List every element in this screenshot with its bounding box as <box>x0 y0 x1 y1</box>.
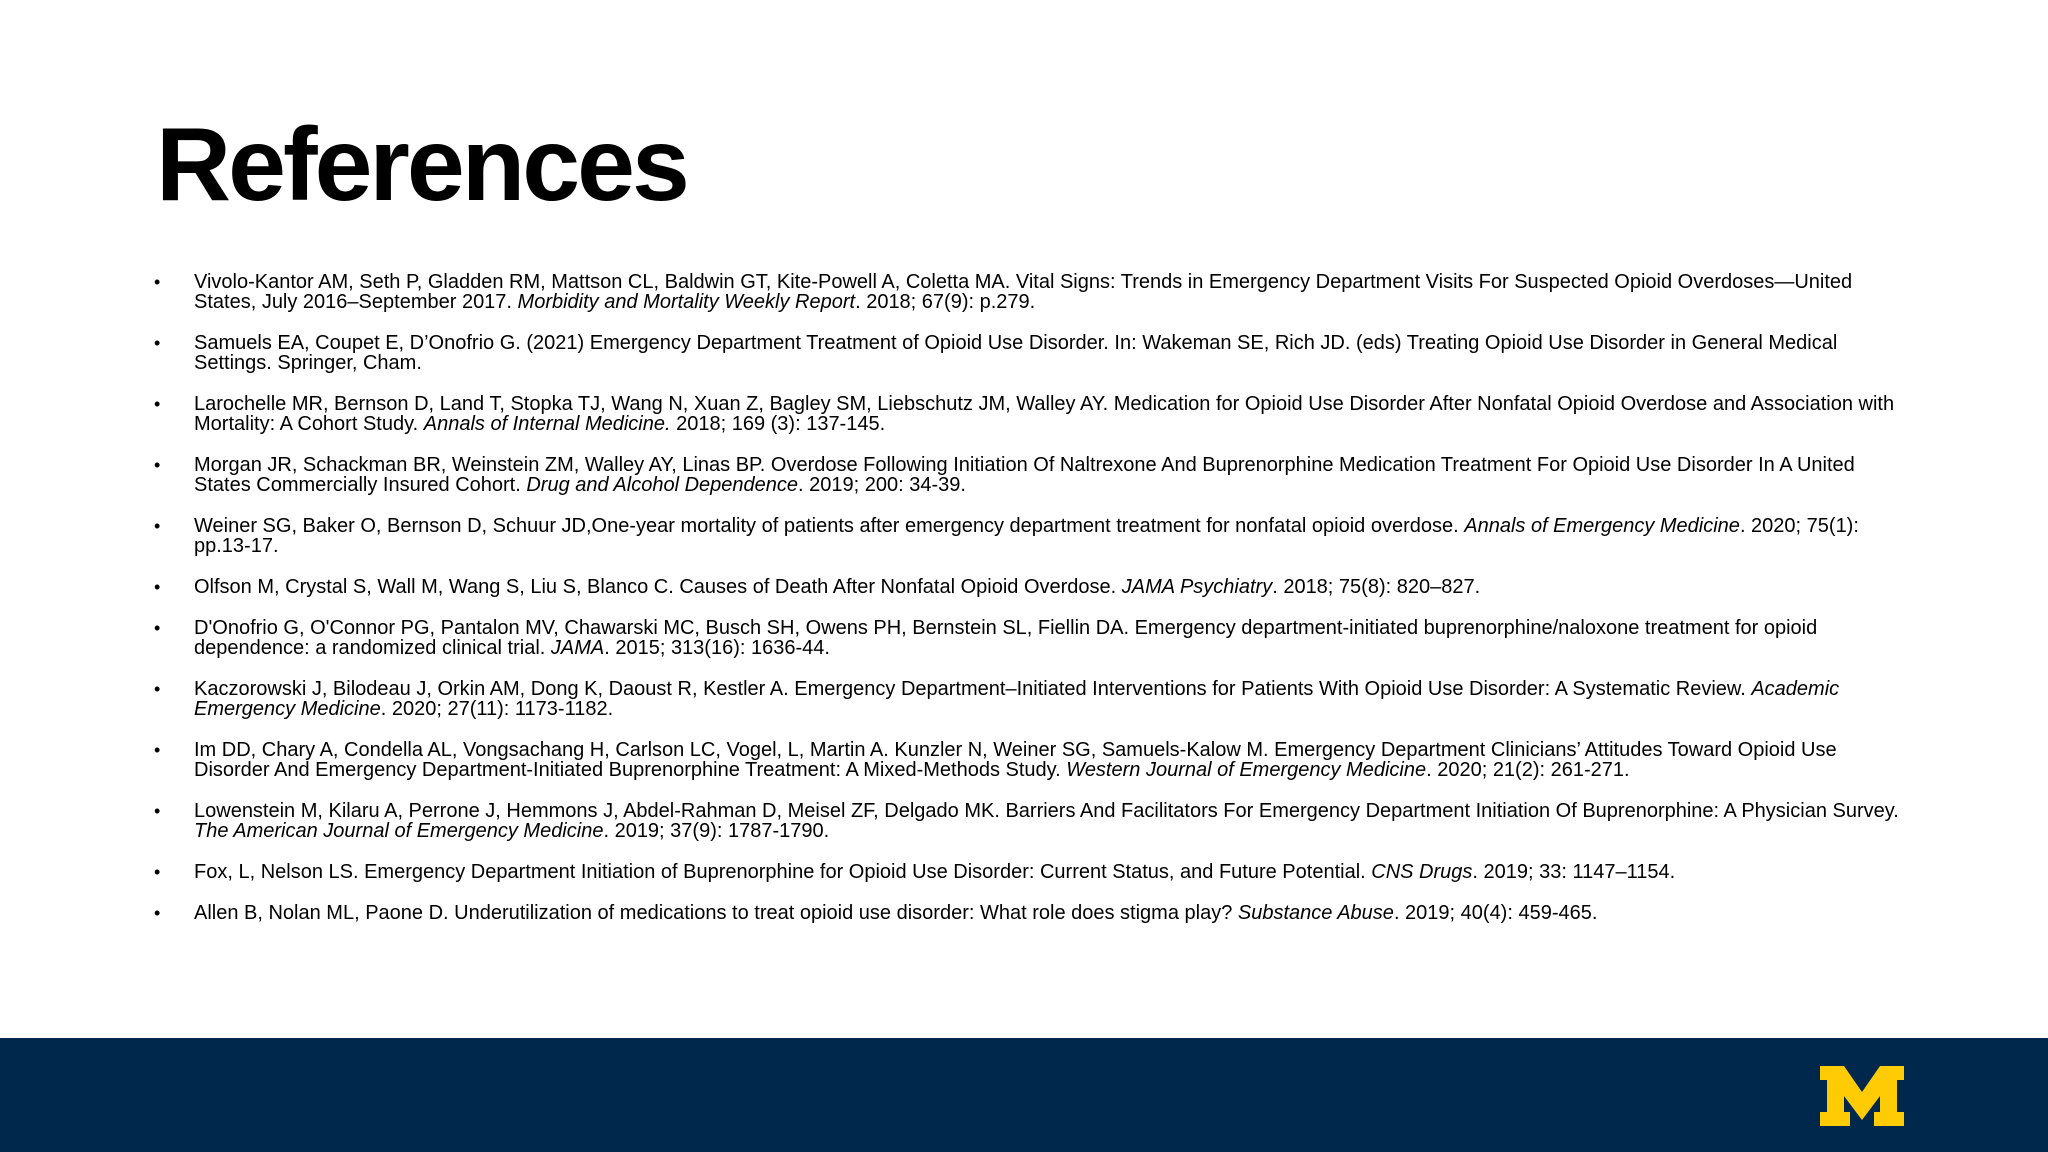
reference-item <box>152 272 1902 312</box>
journal-title: Annals of Emergency Medicine <box>1464 515 1740 537</box>
reference-text <box>194 332 1837 374</box>
bullet-marker: • <box>154 618 161 638</box>
reference-segment: . 2020; 75(1): pp.13-17. <box>194 515 1859 557</box>
reference-segment: Lowenstein M, Kilaru A, Perrone J, Hemmons J, Abdel-Rahman D, Meisel ZF, Delgado MK. Barriers And Facilitators For Emergency Department Initiation Of Buprenorphine: A Physician Survey. <box>194 800 1899 822</box>
journal-title: Western Journal of Emergency Medicine <box>1066 759 1427 781</box>
footer-bar <box>0 1038 2048 1152</box>
reference-segment: Kaczorowski J, Bilodeau J, Orkin AM, Dong K, Daoust R, Kestler A. Emergency Department–Initiated Interventions for Patients With Opioid Use Disorder: A Systematic Review. <box>194 678 1752 700</box>
reference-segment: Olfson M, Crystal S, Wall M, Wang S, Liu S, Blanco C. Causes of Death After Nonfatal Opioid Overdose. <box>194 576 1122 598</box>
reference-item <box>152 577 1902 597</box>
reference-text <box>194 739 1837 781</box>
reference-item <box>152 394 1902 434</box>
reference-segment: . 2015; 313(16): 1636-44. <box>604 637 830 659</box>
reference-list <box>152 272 1902 944</box>
bullet-marker: • <box>154 272 161 292</box>
bullet-marker: • <box>154 577 161 597</box>
journal-title: Annals of Internal Medicine. <box>423 413 671 435</box>
reference-segment: . 2018; 67(9): p.279. <box>855 291 1036 313</box>
reference-text <box>194 800 1899 842</box>
journal-title: Academic Emergency Medicine <box>194 678 1840 720</box>
reference-item <box>152 862 1902 882</box>
reference-segment: . 2019; 33: 1147–1154. <box>1472 861 1676 883</box>
bullet-marker: • <box>154 333 161 353</box>
reference-item <box>152 903 1902 923</box>
journal-title: Morbidity and Mortality Weekly Report <box>517 291 856 313</box>
bullet-marker: • <box>154 516 161 536</box>
bullet-marker: • <box>154 740 161 760</box>
reference-segment: Fox, L, Nelson LS. Emergency Department Initiation of Buprenorphine for Opioid Use Disorder: Current Status, and Future Potential. <box>194 861 1372 883</box>
journal-title: CNS Drugs <box>1371 861 1473 883</box>
reference-text <box>194 617 1817 659</box>
reference-item <box>152 740 1902 780</box>
journal-title: JAMA Psychiatry <box>1121 576 1273 598</box>
reference-text <box>194 576 1480 598</box>
reference-segment: Im DD, Chary A, Condella AL, Vongsachang H, Carlson LC, Vogel, L, Martin A. Kunzler N, Weiner SG, Samuels-Kalow M. Emergency Department Clinicians’ Attitudes Toward Opioid Use Disorder And Emergency Department-Initiated Buprenorphine Treatment: A Mixed-Methods Study. <box>194 739 1837 781</box>
bullet-marker: • <box>154 801 161 821</box>
reference-segment: . 2020; 21(2): 261-271. <box>1426 759 1630 781</box>
reference-item <box>152 516 1902 556</box>
reference-text <box>194 271 1852 313</box>
bullet-marker: • <box>154 394 161 414</box>
reference-item <box>152 679 1902 719</box>
reference-segment: Vivolo-Kantor AM, Seth P, Gladden RM, Mattson CL, Baldwin GT, Kite-Powell A, Coletta MA. Vital Signs: Trends in Emergency Department Visits For Suspected Opioid Overdoses—United States, July 2016–September 2017. <box>194 271 1853 313</box>
reference-text <box>194 454 1855 496</box>
journal-title: Drug and Alcohol Dependence <box>526 474 799 496</box>
reference-segment: 2018; 169 (3): 137-145. <box>670 413 886 435</box>
reference-segment: Allen B, Nolan ML, Paone D. Underutilization of medications to treat opioid use disorder: What role does stigma play? <box>194 902 1238 924</box>
reference-text <box>194 902 1597 924</box>
reference-item <box>152 801 1902 841</box>
reference-segment: . 2019; 200: 34-39. <box>798 474 966 496</box>
block-m-icon <box>1820 1066 1904 1126</box>
reference-segment: Larochelle MR, Bernson D, Land T, Stopka TJ, Wang N, Xuan Z, Bagley SM, Liebschutz JM, Walley AY. Medication for Opioid Use Disorder After Nonfatal Opioid Overdose and Association with Mortality: A Cohort Study. <box>194 393 1895 435</box>
reference-segment: Weiner SG, Baker O, Bernson D, Schuur JD,One-year mortality of patients after emergency department treatment for nonfatal opioid overdose. <box>194 515 1465 537</box>
reference-text <box>194 678 1839 720</box>
bullet-marker: • <box>154 903 161 923</box>
reference-item <box>152 455 1902 495</box>
bullet-marker: • <box>154 679 161 699</box>
reference-text <box>194 515 1859 557</box>
reference-item <box>152 618 1902 658</box>
reference-text <box>194 393 1894 435</box>
journal-title: Substance Abuse <box>1237 902 1394 924</box>
slide-title: References <box>156 107 687 223</box>
reference-segment: . 2018; 75(8): 820–827. <box>1272 576 1481 598</box>
reference-segment: Morgan JR, Schackman BR, Weinstein ZM, Walley AY, Linas BP. Overdose Following Initiation Of Naltrexone And Buprenorphine Medication Treatment For Opioid Use Disorder In A United States Commercially Insured Cohort. <box>194 454 1855 496</box>
reference-segment: Samuels EA, Coupet E, D’Onofrio G. (2021) Emergency Department Treatment of Opioid Use Disorder. In: Wakeman SE, Rich JD. (eds) Treating Opioid Use Disorder in General Medical Settings. Springer, Cham. <box>194 332 1838 374</box>
reference-text <box>194 861 1675 883</box>
reference-segment: . 2019; 40(4): 459-465. <box>1393 902 1598 924</box>
journal-title: JAMA <box>550 637 605 659</box>
reference-segment: . 2019; 37(9): 1787-1790. <box>603 820 830 842</box>
journal-title: The American Journal of Emergency Medicine <box>194 820 604 842</box>
reference-segment: D'Onofrio G, O'Connor PG, Pantalon MV, Chawarski MC, Busch SH, Owens PH, Bernstein SL, Fiellin DA. Emergency department-initiated buprenorphine/naloxone treatment for opioid dependence: a randomized clinical trial. <box>194 617 1818 659</box>
reference-segment: . 2020; 27(11): 1173-1182. <box>380 698 614 720</box>
bullet-marker: • <box>154 862 161 882</box>
reference-item <box>152 333 1902 373</box>
bullet-marker: • <box>154 455 161 475</box>
